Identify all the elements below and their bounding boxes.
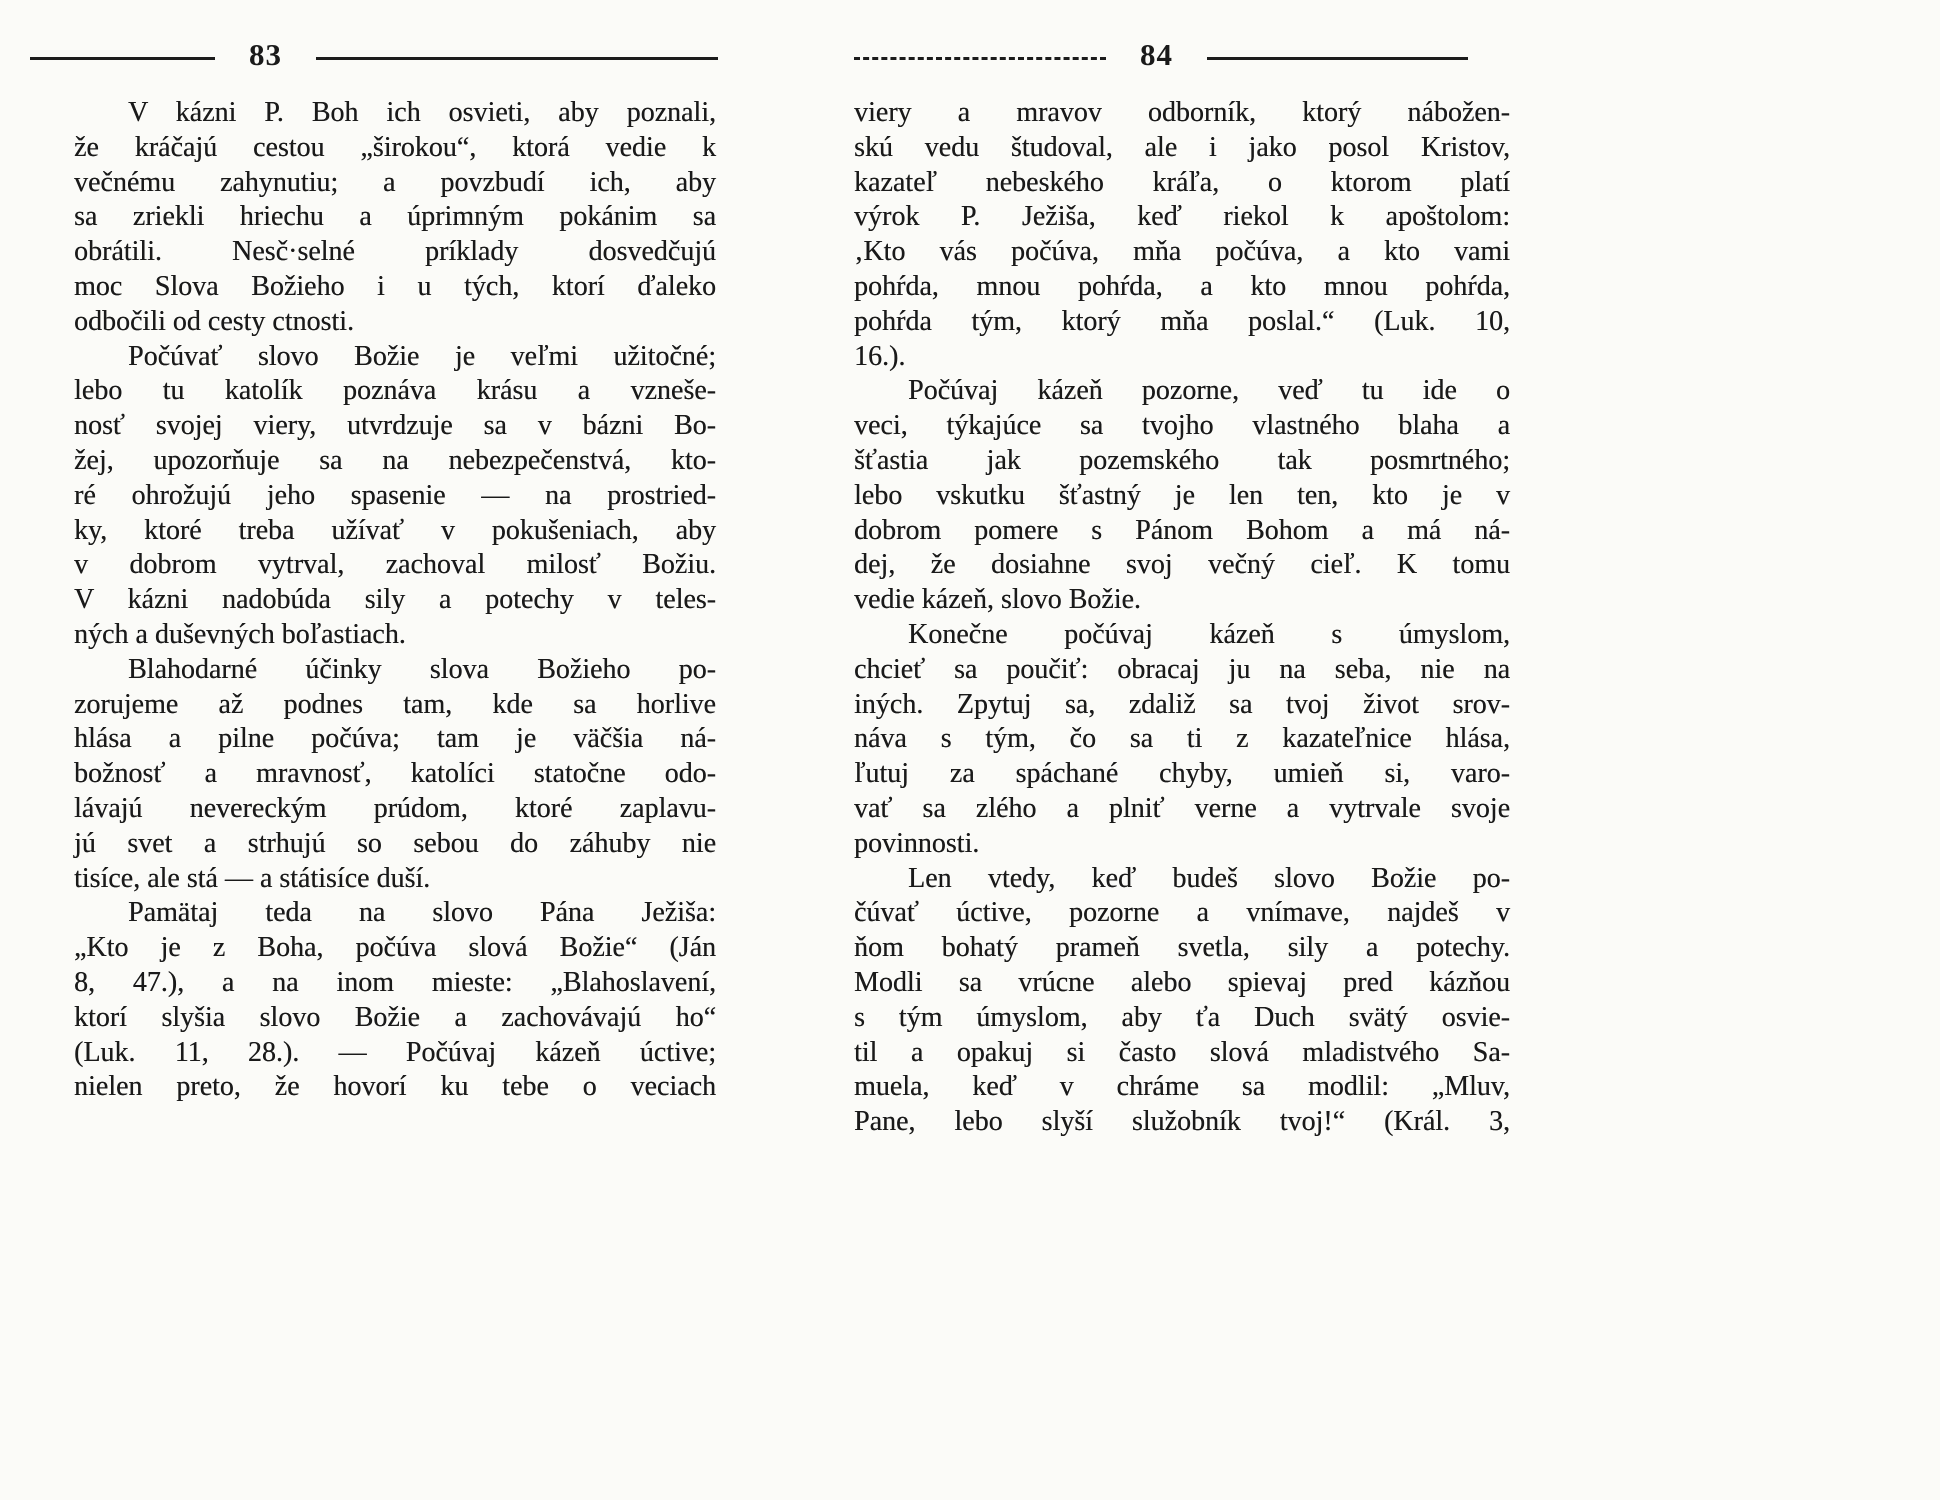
text-line: povinnosti.: [854, 827, 980, 859]
header-rule-left: [30, 57, 215, 60]
paragraph: [74, 96, 716, 340]
text-line: Modli sa vrúcne alebo spievaj pred kázňou: [854, 966, 1510, 998]
paragraph: [854, 862, 1510, 1140]
text-line: božnosť a mravnosť, katolíci statočne odo-: [74, 758, 716, 790]
text-line: nielen preto, že hovorí ku tebe o veciach: [74, 1071, 716, 1103]
text-line: V kázni nadobúda sily a potechy v teles-: [74, 584, 716, 616]
text-line: Počúvať slovo Božie je veľmi užitočné;: [128, 340, 716, 372]
text-line: pohŕda, mnou pohŕda, a kto mnou pohŕda,: [854, 270, 1510, 302]
text-line: skú vedu študoval, ale i jako posol Kristov,: [854, 131, 1510, 163]
text-line: moc Slova Božieho i u tých, ktorí ďaleko: [74, 270, 716, 302]
text-line: odbočili od cesty ctnosti.: [74, 305, 354, 337]
text-line: ‚Kto vás počúva, mňa počúva, a kto vami: [854, 236, 1510, 268]
page-84-header: [854, 36, 1468, 80]
paragraph: [854, 618, 1510, 862]
text-line: výrok P. Ježiša, keď riekol k apoštolom:: [854, 201, 1510, 233]
text-line: lávajú nevereckým prúdom, ktoré zaplavu-: [74, 792, 716, 824]
text-line: s tým úmyslom, aby ťa Duch svätý osvie-: [854, 1001, 1510, 1033]
page-83-header: [30, 36, 718, 80]
text-line: lebo vskutku šťastný je len ten, kto je v: [854, 479, 1510, 511]
text-line: 16.).: [854, 340, 906, 372]
text-line: jú svet a strhujú so sebou do záhuby nie: [74, 827, 716, 859]
text-line: muela, keď v chráme sa modlil: „Mluv,: [854, 1071, 1510, 1103]
text-line: ných a duševných boľastiach.: [74, 618, 406, 650]
text-line: že kráčajú cestou „širokou“, ktorá vedie k: [74, 131, 716, 163]
text-line: v dobrom vytrval, zachoval milosť Božiu.: [74, 549, 716, 581]
text-line: ktorí slyšia slovo Božie a zachovávajú ho“: [74, 1001, 716, 1033]
text-line: chcieť sa poučiť: obracaj ju na seba, nie na: [854, 653, 1510, 685]
text-line: obrátili. Nesč·selné príklady dosvedčujú: [74, 236, 716, 268]
text-line: viery a mravov odborník, ktorý nábožen-: [854, 97, 1510, 128]
page-84-text-column: [854, 96, 1510, 1140]
text-line: tisíce, ale stá — a státisíce duší.: [74, 862, 431, 894]
text-line: V kázni P. Boh ich osvieti, aby poznali,: [128, 97, 716, 128]
page-number-left: 83: [249, 37, 282, 72]
text-line: sa zriekli hriechu a úprimným pokánim sa: [74, 201, 716, 233]
header-rule-dashed-left: [854, 57, 1106, 60]
text-line: Len vtedy, keď budeš slovo Božie po-: [908, 862, 1510, 894]
text-line: hlása a pilne počúva; tam je väčšia ná-: [74, 723, 716, 755]
text-line: 8, 47.), a na inom mieste: „Blahoslavení,: [74, 966, 716, 998]
text-line: pohŕda tým, ktorý mňa poslal.“ (Luk. 10,: [854, 305, 1510, 337]
text-line: Počúvaj kázeň pozorne, veď tu ide o: [908, 375, 1510, 407]
text-line: til a opakuj si často slová mladistvého Sa-: [854, 1036, 1510, 1068]
page-83-text-column: [74, 96, 716, 1105]
text-line: Konečne počúvaj kázeň s úmyslom,: [908, 618, 1510, 650]
paragraph: [74, 340, 716, 653]
text-line: dobrom pomere s Pánom Bohom a má ná-: [854, 514, 1510, 546]
text-line: ľutuj za spáchané chyby, umieň si, varo-: [854, 758, 1510, 790]
paragraph: [74, 653, 716, 897]
text-line: ré ohrožujú jeho spasenie — na prostried-: [74, 479, 716, 511]
text-line: lebo tu katolík poznáva krásu a vzneše-: [74, 375, 716, 407]
header-rule-right: [316, 57, 718, 60]
text-line: dej, že dosiahne svoj večný cieľ. K tomu: [854, 549, 1510, 581]
page-number-right: 84: [1140, 37, 1173, 72]
text-line: vedie kázeň, slovo Božie.: [854, 584, 1141, 616]
text-line: „Kto je z Boha, počúva slová Božie“ (Ján: [74, 932, 716, 964]
text-line: (Luk. 11, 28.). — Počúvaj kázeň úctive;: [74, 1036, 716, 1068]
text-line: veci, týkajúce sa tvojho vlastného blaha a: [854, 410, 1510, 442]
text-line: kazateľ nebeského kráľa, o ktorom platí: [854, 166, 1510, 198]
text-line: ky, ktoré treba užívať v pokušeniach, aby: [74, 514, 716, 546]
paragraph: [74, 896, 716, 1105]
text-line: čúvať úctive, pozorne a vnímave, najdeš v: [854, 897, 1510, 929]
text-line: ňom bohatý prameň svetla, sily a potechy.: [854, 932, 1510, 964]
text-line: večnému zahynutiu; a povzbudí ich, aby: [74, 166, 716, 198]
text-line: šťastia jak pozemského tak posmrtného;: [854, 444, 1510, 476]
text-line: náva s tým, čo sa ti z kazateľnice hlása,: [854, 723, 1510, 755]
text-line: žej, upozorňuje sa na nebezpečenstvá, kto-: [74, 444, 716, 476]
text-line: Pane, lebo slyší služobník tvoj!“ (Král. 3,: [854, 1106, 1510, 1138]
text-line: nosť svojej viery, utvrdzuje sa v bázni Bo-: [74, 410, 716, 442]
header-rule-right: [1207, 57, 1468, 60]
text-line: iných. Zpytuj sa, zdaliž sa tvoj život srov-: [854, 688, 1510, 720]
text-line: zorujeme až podnes tam, kde sa horlive: [74, 688, 716, 720]
text-line: vať sa zlého a plniť verne a vytrvale svoje: [854, 792, 1510, 824]
paragraph: [854, 96, 1510, 374]
paragraph: [854, 374, 1510, 618]
text-line: Pamätaj teda na slovo Pána Ježiša:: [128, 897, 716, 929]
text-line: Blahodarné účinky slova Božieho po-: [128, 653, 716, 685]
